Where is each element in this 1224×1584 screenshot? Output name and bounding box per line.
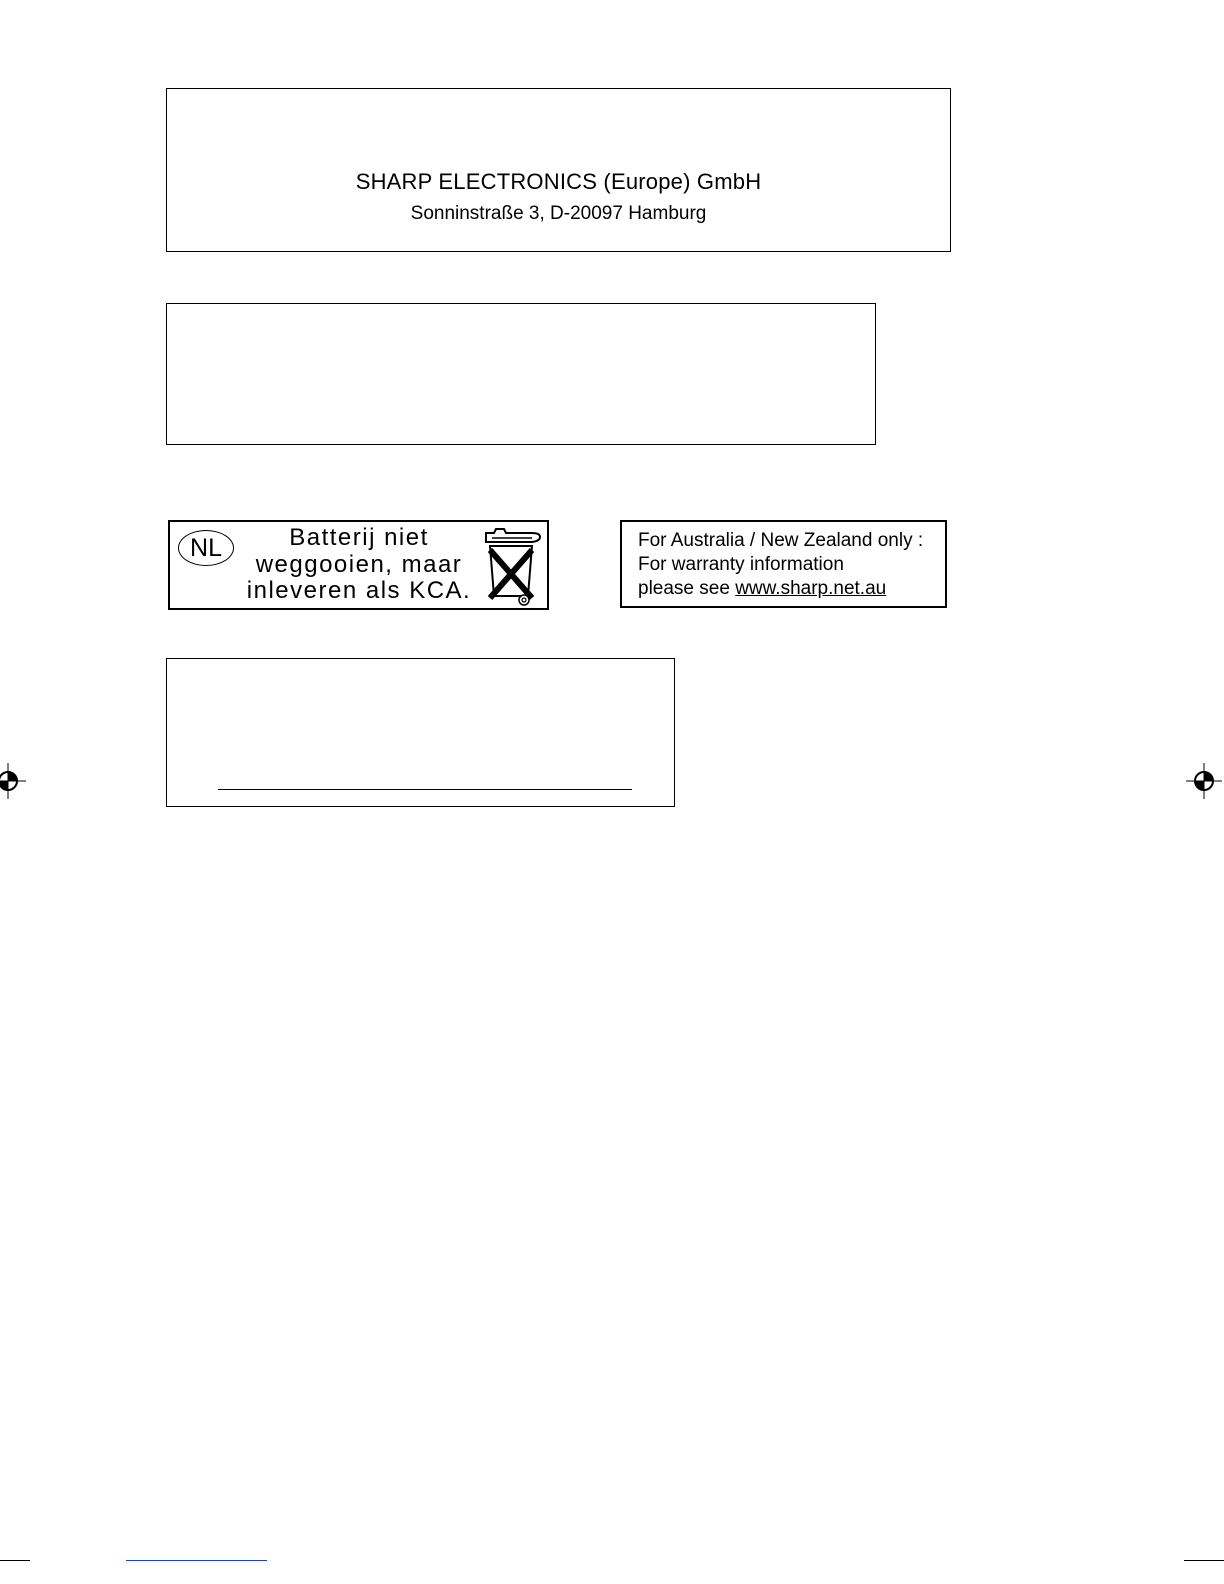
registration-mark-left-icon	[0, 763, 26, 799]
crop-mark-bottom-right	[1184, 1560, 1224, 1561]
company-name: SHARP ELECTRONICS (Europe) GmbH	[355, 169, 762, 194]
bottom-color-rule	[126, 1560, 267, 1561]
registration-mark-right-icon	[1186, 763, 1222, 799]
country-code-text: NL	[190, 533, 222, 562]
blank-info-box	[166, 303, 876, 445]
australia-warranty-box	[620, 520, 947, 608]
crossed-out-bin-icon	[482, 526, 544, 608]
warranty-line-2: For warranty information	[638, 554, 844, 575]
battery-disposal-notice	[168, 520, 549, 610]
crop-mark-bottom-left	[0, 1560, 30, 1561]
battery-notice-line-1: Batterij niet	[289, 524, 429, 551]
warranty-text	[638, 529, 923, 601]
battery-notice-line-3: inleveren als KCA.	[246, 577, 472, 604]
sharp-website-link[interactable]: www.sharp.net.au	[735, 578, 887, 599]
signature-box	[166, 658, 675, 807]
warranty-line-1: For Australia / New Zealand only :	[638, 530, 924, 551]
country-code-badge	[178, 530, 234, 566]
signature-line	[218, 789, 632, 790]
company-address-box	[166, 88, 951, 252]
warranty-line-3-prefix: please see	[638, 578, 736, 599]
warranty-line-3	[638, 577, 923, 601]
company-address: Sonninstraße 3, D-20097 Hamburg	[410, 203, 707, 224]
battery-notice-line-2: weggooien, maar	[255, 550, 463, 578]
battery-notice-text	[232, 525, 486, 605]
